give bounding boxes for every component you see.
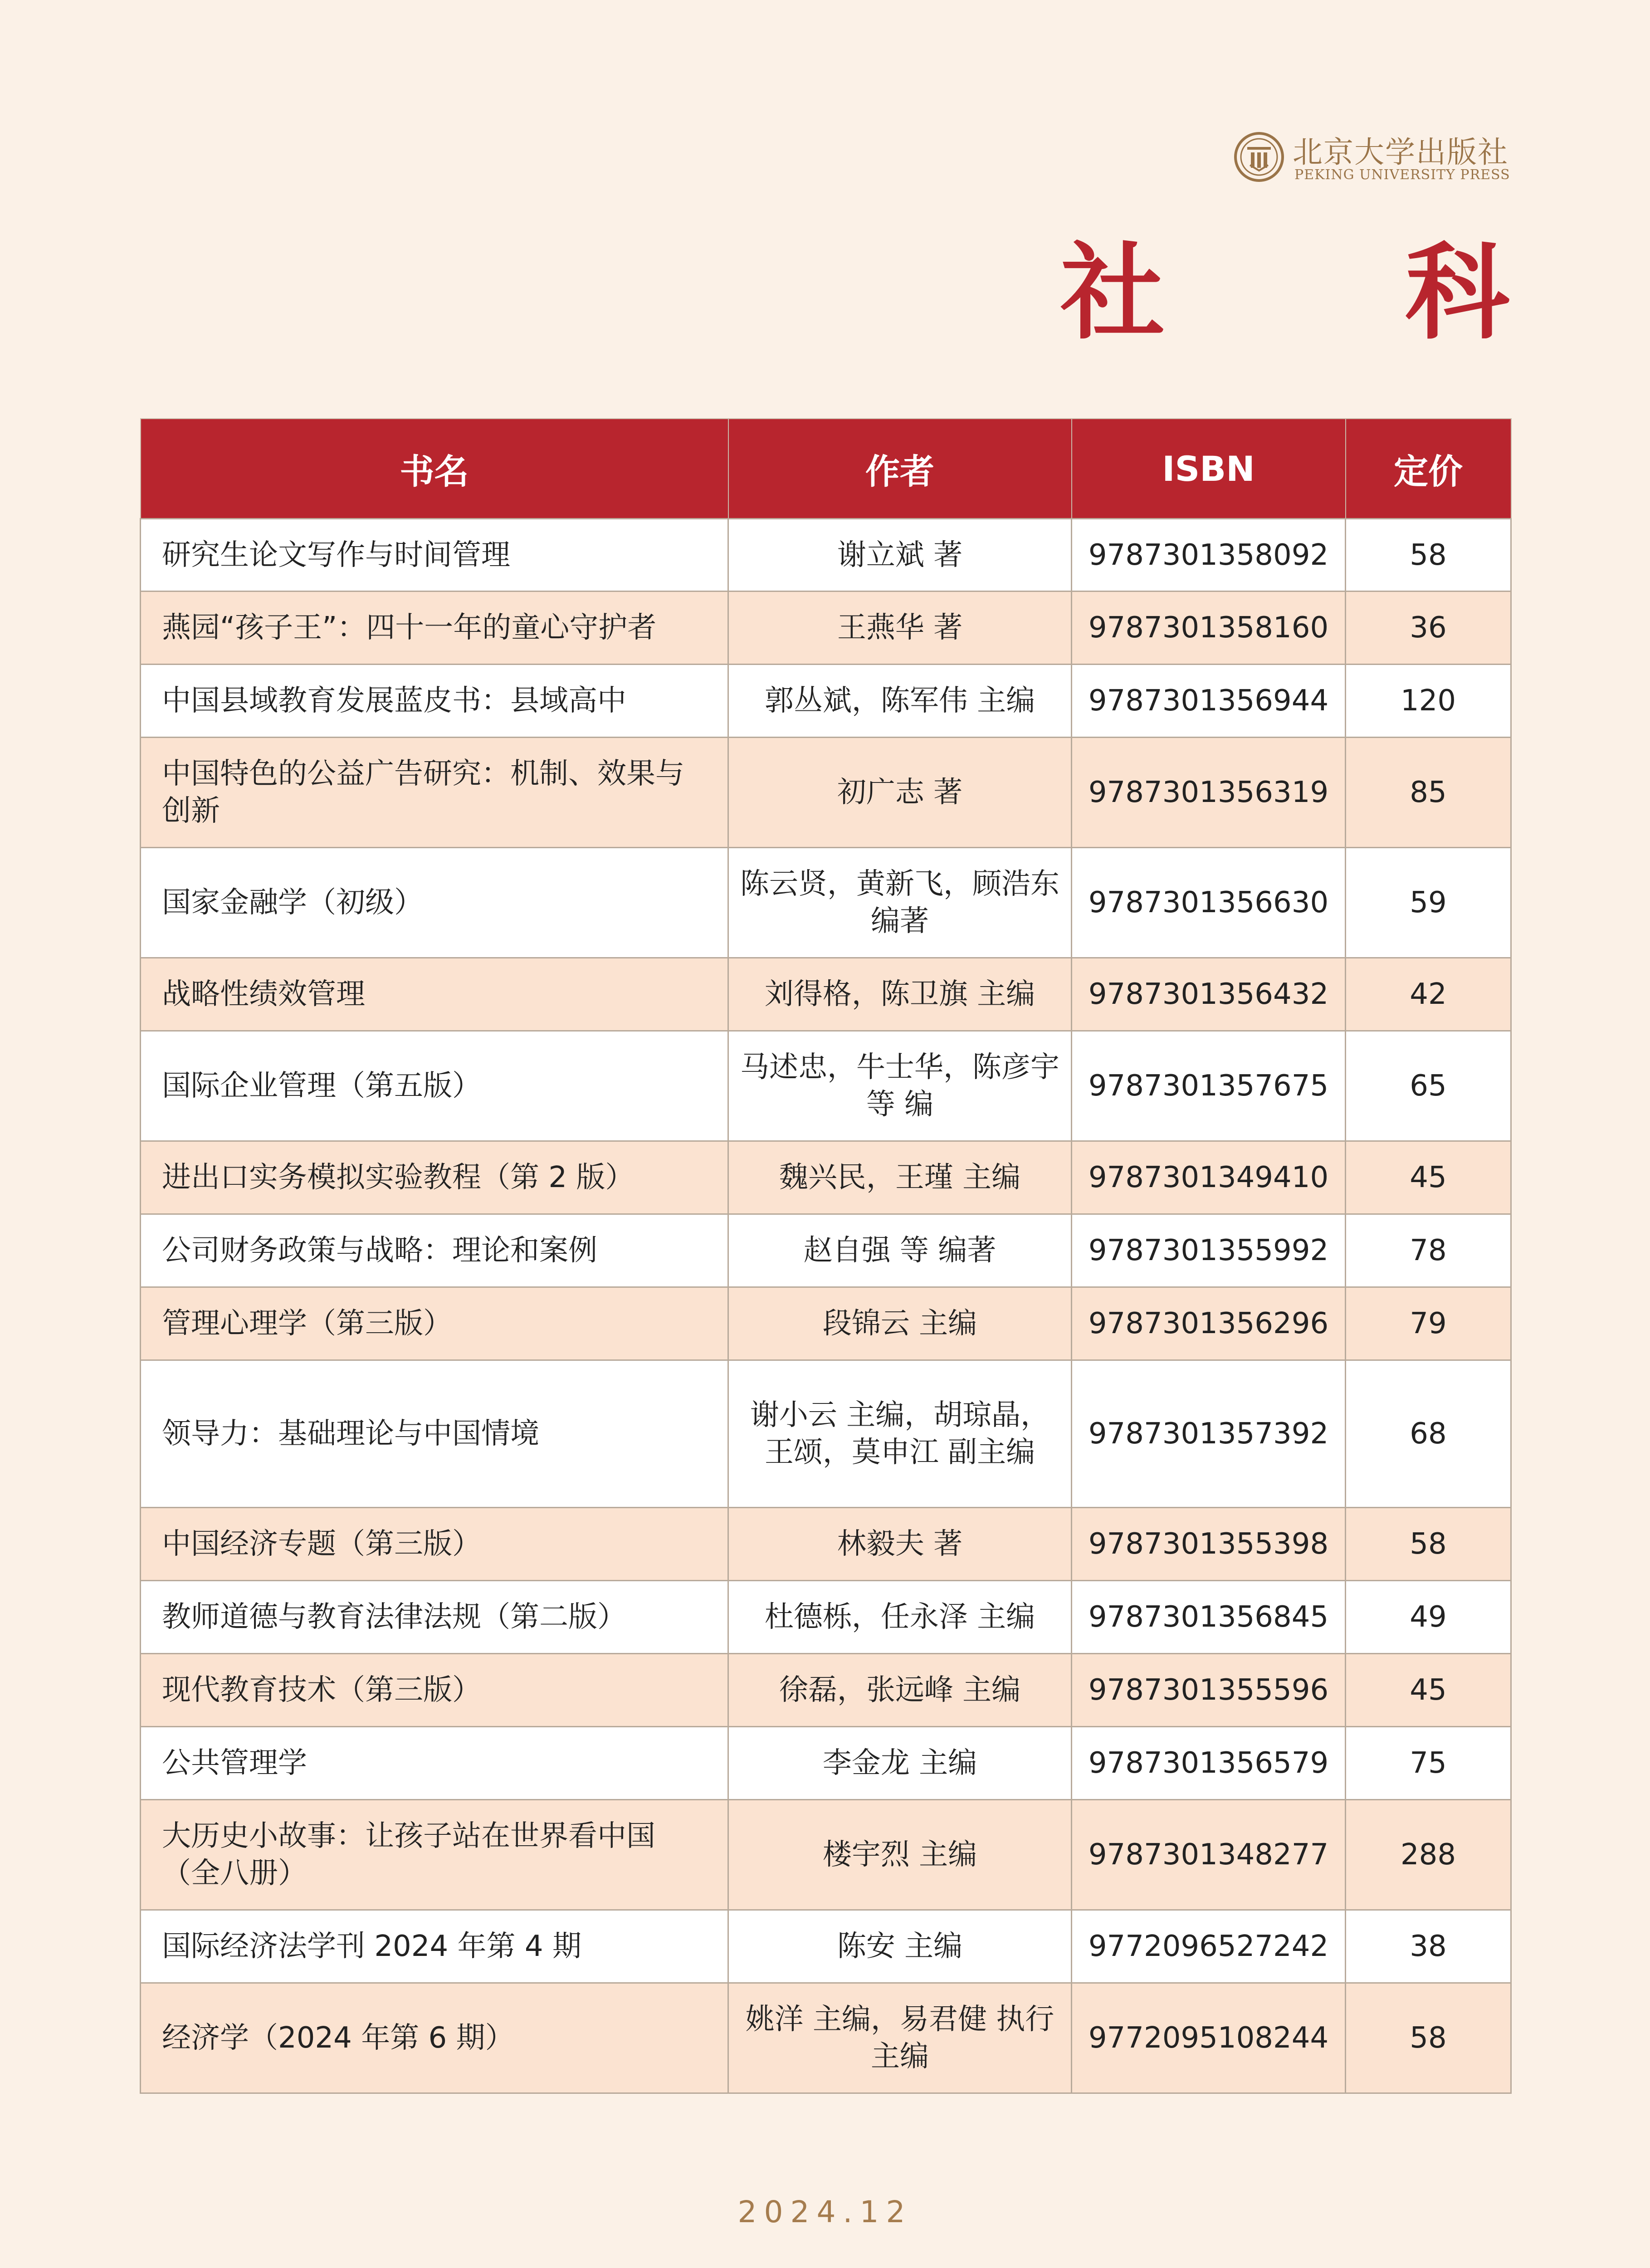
book-isbn: 9787301355398 <box>1072 1508 1346 1581</box>
book-title: 现代教育技术（第三版） <box>141 1654 728 1727</box>
book-title: 燕园“孩子王”：四十一年的童心守护者 <box>141 591 728 665</box>
book-price: 78 <box>1346 1214 1511 1287</box>
book-isbn: 9787301356296 <box>1072 1287 1346 1360</box>
header-author: 作者 <box>728 419 1072 519</box>
book-author: 徐磊，张远峰 主编 <box>728 1654 1072 1727</box>
table-row <box>141 1910 1511 1983</box>
book-title: 战略性绩效管理 <box>141 958 728 1031</box>
table-row <box>141 1360 1511 1508</box>
table-header-row <box>141 419 1511 519</box>
footer-date: 2024.12 <box>737 2195 913 2229</box>
publisher-name-en: PEKING UNIVERSITY PRESS <box>1294 167 1510 183</box>
book-author: 郭丛斌，陈军伟 主编 <box>728 665 1072 738</box>
table-row <box>141 958 1511 1031</box>
book-author: 林毅夫 著 <box>728 1508 1072 1581</box>
header-title: 书名 <box>141 419 728 519</box>
book-isbn: 9787301358160 <box>1072 591 1346 665</box>
book-title: 领导力：基础理论与中国情境 <box>141 1360 728 1508</box>
book-price: 58 <box>1346 1983 1511 2093</box>
table-row <box>141 1031 1511 1141</box>
book-isbn: 9787301355596 <box>1072 1654 1346 1727</box>
table-row <box>141 848 1511 958</box>
book-price: 45 <box>1346 1654 1511 1727</box>
table-row <box>141 738 1511 848</box>
book-isbn: 9787301356630 <box>1072 848 1346 958</box>
header-isbn: ISBN <box>1072 419 1346 519</box>
book-title: 经济学（2024 年第 6 期） <box>141 1983 728 2093</box>
book-title: 中国特色的公益广告研究：机制、效果与创新 <box>141 738 728 848</box>
book-author: 马述忠，牛士华，陈彦宇 等 编 <box>728 1031 1072 1141</box>
book-isbn: 9772096527242 <box>1072 1910 1346 1983</box>
book-table <box>140 418 1512 2094</box>
book-price: 59 <box>1346 848 1511 958</box>
book-author: 初广志 著 <box>728 738 1072 848</box>
book-isbn: 9787301356944 <box>1072 665 1346 738</box>
table-row <box>141 1141 1511 1214</box>
book-price: 36 <box>1346 591 1511 665</box>
book-price: 288 <box>1346 1800 1511 1910</box>
book-price: 85 <box>1346 738 1511 848</box>
book-title: 研究生论文写作与时间管理 <box>141 519 728 591</box>
header-price: 定价 <box>1346 419 1511 519</box>
book-title: 教师道德与教育法律法规（第二版） <box>141 1581 728 1654</box>
book-title: 国际企业管理（第五版） <box>141 1031 728 1141</box>
book-isbn: 9787301355992 <box>1072 1214 1346 1287</box>
book-isbn: 9787301348277 <box>1072 1800 1346 1910</box>
section-title: 社 科 <box>1060 231 1577 354</box>
book-author: 陈安 主编 <box>728 1910 1072 1983</box>
table-row <box>141 665 1511 738</box>
book-title: 管理心理学（第三版） <box>141 1287 728 1360</box>
book-author: 李金龙 主编 <box>728 1727 1072 1800</box>
book-price: 65 <box>1346 1031 1511 1141</box>
book-price: 75 <box>1346 1727 1511 1800</box>
book-title: 公司财务政策与战略：理论和案例 <box>141 1214 728 1287</box>
book-price: 58 <box>1346 1508 1511 1581</box>
book-title: 国际经济法学刊 2024 年第 4 期 <box>141 1910 728 1983</box>
book-price: 49 <box>1346 1581 1511 1654</box>
book-author: 赵自强 等 编著 <box>728 1214 1072 1287</box>
book-isbn: 9787301356579 <box>1072 1727 1346 1800</box>
book-price: 79 <box>1346 1287 1511 1360</box>
publisher-logo <box>1234 127 1515 191</box>
book-title: 进出口实务模拟实验教程（第 2 版） <box>141 1141 728 1214</box>
book-author: 段锦云 主编 <box>728 1287 1072 1360</box>
book-isbn: 9787301357392 <box>1072 1360 1346 1508</box>
book-title: 公共管理学 <box>141 1727 728 1800</box>
table-row <box>141 1654 1511 1727</box>
publisher-name-cn: 北京大学出版社 <box>1293 135 1508 170</box>
table-row <box>141 1727 1511 1800</box>
book-title: 中国县域教育发展蓝皮书：县域高中 <box>141 665 728 738</box>
book-author: 刘得格，陈卫旗 主编 <box>728 958 1072 1031</box>
book-isbn: 9787301356845 <box>1072 1581 1346 1654</box>
table-row <box>141 1287 1511 1360</box>
book-price: 120 <box>1346 665 1511 738</box>
book-author: 魏兴民，王瑾 主编 <box>728 1141 1072 1214</box>
book-author: 杜德栎，任永泽 主编 <box>728 1581 1072 1654</box>
book-price: 68 <box>1346 1360 1511 1508</box>
table-row <box>141 1800 1511 1910</box>
book-price: 58 <box>1346 519 1511 591</box>
book-price: 45 <box>1346 1141 1511 1214</box>
table-row <box>141 1983 1511 2093</box>
table-row <box>141 519 1511 591</box>
book-author: 王燕华 著 <box>728 591 1072 665</box>
pku-seal-icon <box>1234 132 1284 182</box>
table-row <box>141 1508 1511 1581</box>
book-price: 38 <box>1346 1910 1511 1983</box>
book-isbn: 9787301356319 <box>1072 738 1346 848</box>
book-author: 楼宇烈 主编 <box>728 1800 1072 1910</box>
table-row <box>141 1581 1511 1654</box>
book-author: 谢立斌 著 <box>728 519 1072 591</box>
book-isbn: 9772095108244 <box>1072 1983 1346 2093</box>
table-row <box>141 1214 1511 1287</box>
book-author: 姚洋 主编，易君健 执行主编 <box>728 1983 1072 2093</box>
book-author: 谢小云 主编，胡琼晶，王颂，莫申江 副主编 <box>728 1360 1072 1508</box>
book-title: 国家金融学（初级） <box>141 848 728 958</box>
book-isbn: 9787301357675 <box>1072 1031 1346 1141</box>
book-title: 大历史小故事：让孩子站在世界看中国（全八册） <box>141 1800 728 1910</box>
book-price: 42 <box>1346 958 1511 1031</box>
book-title: 中国经济专题（第三版） <box>141 1508 728 1581</box>
book-isbn: 9787301358092 <box>1072 519 1346 591</box>
book-author: 陈云贤，黄新飞，顾浩东 编著 <box>728 848 1072 958</box>
book-isbn: 9787301356432 <box>1072 958 1346 1031</box>
book-isbn: 9787301349410 <box>1072 1141 1346 1214</box>
table-row <box>141 591 1511 665</box>
